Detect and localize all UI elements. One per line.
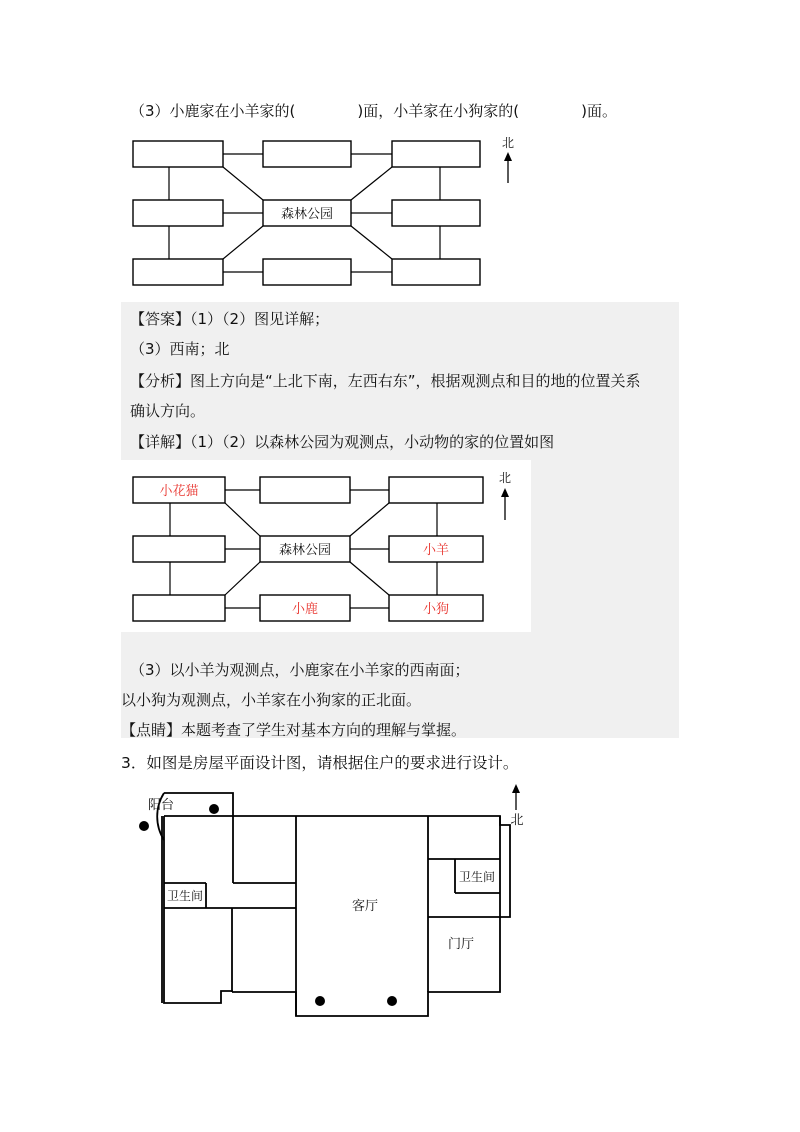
- label-dog: 小狗: [422, 602, 450, 617]
- box-ne: [392, 141, 480, 167]
- q3-text-3: )面。: [581, 102, 617, 120]
- label-cat: 小花猫: [159, 484, 199, 499]
- box-sw: [133, 259, 223, 285]
- pillar: [139, 821, 149, 831]
- detail-line-2: （3）以小羊为观测点，小鹿家在小羊家的西南面；: [130, 661, 470, 679]
- forest-park-diagram: [120, 128, 540, 298]
- north-label-3: 北: [510, 813, 524, 828]
- answer-line-1: 【答案】（1）（2）图见详解；: [130, 310, 330, 328]
- box-e: [392, 200, 480, 226]
- detail-line-3: 以小狗为观测点，小羊家在小狗家的正北面。: [121, 691, 422, 709]
- center-label: 森林公园: [280, 207, 334, 222]
- answer-line-2: （3）西南；北: [130, 340, 230, 358]
- box-s: [263, 259, 351, 285]
- answer-diagram: [121, 460, 531, 632]
- floor-plan: [115, 780, 535, 1020]
- label-sheep: 小羊: [422, 543, 450, 558]
- analysis-line-1: 【分析】图上方向是“上北下南，左西右东”，根据观测点和目的地的位置关系: [130, 372, 641, 390]
- tip-line: 【点睛】本题考查了学生对基本方向的理解与掌握。: [121, 721, 467, 739]
- q3-question-line: [130, 100, 617, 121]
- room-label-foyer: 门厅: [447, 937, 475, 952]
- ans-box-ne: [389, 477, 483, 503]
- label-center: 森林公园: [278, 543, 332, 558]
- box-w: [133, 200, 223, 226]
- ans-box-w: [133, 536, 225, 562]
- room-label-balcony: 阳台: [147, 798, 175, 813]
- label-deer: 小鹿: [291, 602, 319, 617]
- question-3-title: 3．如图是房屋平面设计图，请根据住户的要求进行设计。: [121, 754, 519, 772]
- box-nw: [133, 141, 223, 167]
- analysis-line-2: 确认方向。: [130, 402, 206, 420]
- pillar: [387, 996, 397, 1006]
- north-arrowhead-icon-3: [512, 784, 520, 793]
- room-label-bathroom-left: 卫生间: [166, 889, 204, 903]
- q3-text-1: （3）小鹿家在小羊家的(: [130, 102, 296, 120]
- room-label-bathroom-right: 卫生间: [458, 870, 496, 884]
- ans-box-n: [260, 477, 350, 503]
- north-arrowhead-icon: [504, 152, 512, 161]
- north-label-2: 北: [498, 471, 512, 485]
- box-n: [263, 141, 351, 167]
- ans-box-sw: [133, 595, 225, 621]
- box-se: [392, 259, 480, 285]
- north-label: 北: [501, 136, 515, 150]
- q3-text-2: )面，小羊家在小狗家的(: [357, 102, 520, 120]
- north-arrowhead-icon-2: [501, 488, 509, 497]
- room-label-living-room: 客厅: [351, 899, 379, 914]
- detail-line-1: 【详解】（1）（2）以森林公园为观测点，小动物的家的位置如图: [130, 433, 555, 451]
- pillar: [315, 996, 325, 1006]
- pillar: [209, 804, 219, 814]
